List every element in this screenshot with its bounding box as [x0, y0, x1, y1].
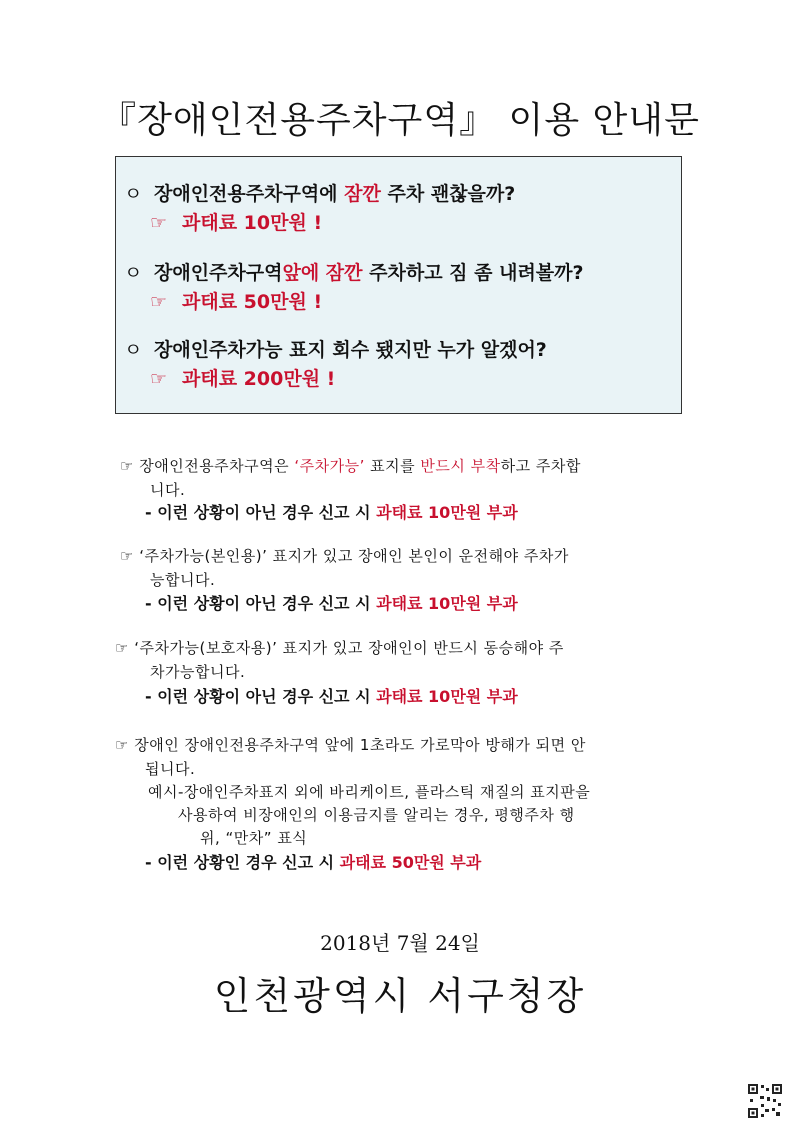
pointing-hand-icon: ☞ — [120, 547, 134, 565]
notice-4-line-2: 됩니다. — [145, 760, 196, 778]
issuer-signature: 인천광역시 서구청장 — [213, 974, 587, 1018]
fine-1: ☞ 과태료 10만원 ! — [150, 212, 323, 234]
circle-bullet-icon: ㅇ — [124, 339, 143, 361]
circle-bullet-icon: ㅇ — [124, 183, 143, 205]
question-2: ㅇ 장애인주차구역앞에 잠깐 주차하고 짐 좀 내려볼까? — [124, 258, 584, 285]
fine-2: ☞ 과태료 50만원 ! — [150, 291, 323, 313]
warning-box — [115, 156, 682, 414]
qr-code-icon — [747, 1083, 783, 1119]
question-1: ㅇ 장애인전용주차구역에 잠깐 주차 괜찮을까? — [124, 179, 515, 206]
notice-4-example-1: 예시-장애인주차표지 외에 바리케이트, 플라스틱 재질의 표지판을 — [148, 783, 591, 801]
notice-1-line-2: 니다. — [150, 481, 186, 499]
pointing-hand-icon: ☞ — [150, 212, 168, 234]
question-3: ㅇ 장애인주차가능 표지 회수 됐지만 누가 알겠어? — [124, 335, 547, 362]
fine-3: ☞ 과태료 200만원 ! — [150, 368, 336, 390]
pointing-hand-icon: ☞ — [115, 639, 129, 657]
notice-3-line-1: ☞ ‘주차가능(보호자용)’ 표지가 있고 장애인이 반드시 동승해야 주 — [115, 639, 564, 657]
notice-4-line-1: ☞ 장애인 장애인전용주차구역 앞에 1초라도 가로막아 방해가 되면 안 — [115, 736, 586, 754]
notice-1-line-1: ☞ 장애인전용주차구역은 ‘주차가능’ 표지를 반드시 부착하고 주차합 — [120, 457, 581, 475]
pointing-hand-icon: ☞ — [150, 291, 168, 313]
pointing-hand-icon: ☞ — [115, 736, 129, 754]
notice-2-penalty: - 이런 상황이 아닌 경우 신고 시 과태료 10만원 부과 — [145, 594, 518, 613]
notice-4-penalty: - 이런 상황인 경우 신고 시 과태료 50만원 부과 — [145, 853, 482, 872]
issue-date: 2018년 7월 24일 — [320, 931, 480, 955]
pointing-hand-icon: ☞ — [120, 457, 134, 475]
notice-1-penalty: - 이런 상황이 아닌 경우 신고 시 과태료 10만원 부과 — [145, 503, 518, 522]
notice-4-example-3: 위, “만차” 표식 — [200, 829, 308, 847]
notice-3-penalty: - 이런 상황이 아닌 경우 신고 시 과태료 10만원 부과 — [145, 687, 518, 706]
circle-bullet-icon: ㅇ — [124, 262, 143, 284]
notice-2-line-2: 능합니다. — [150, 571, 216, 589]
notice-3-line-2: 차가능합니다. — [150, 663, 246, 681]
page-title: 『장애인전용주차구역』 이용 안내문 — [100, 100, 700, 141]
notice-4-example-2: 사용하여 비장애인의 이용금지를 알리는 경우, 평행주차 행 — [178, 806, 575, 824]
notice-2-line-1: ☞ ‘주차가능(본인용)’ 표지가 있고 장애인 본인이 운전해야 주차가 — [120, 547, 569, 565]
pointing-hand-icon: ☞ — [150, 368, 168, 390]
